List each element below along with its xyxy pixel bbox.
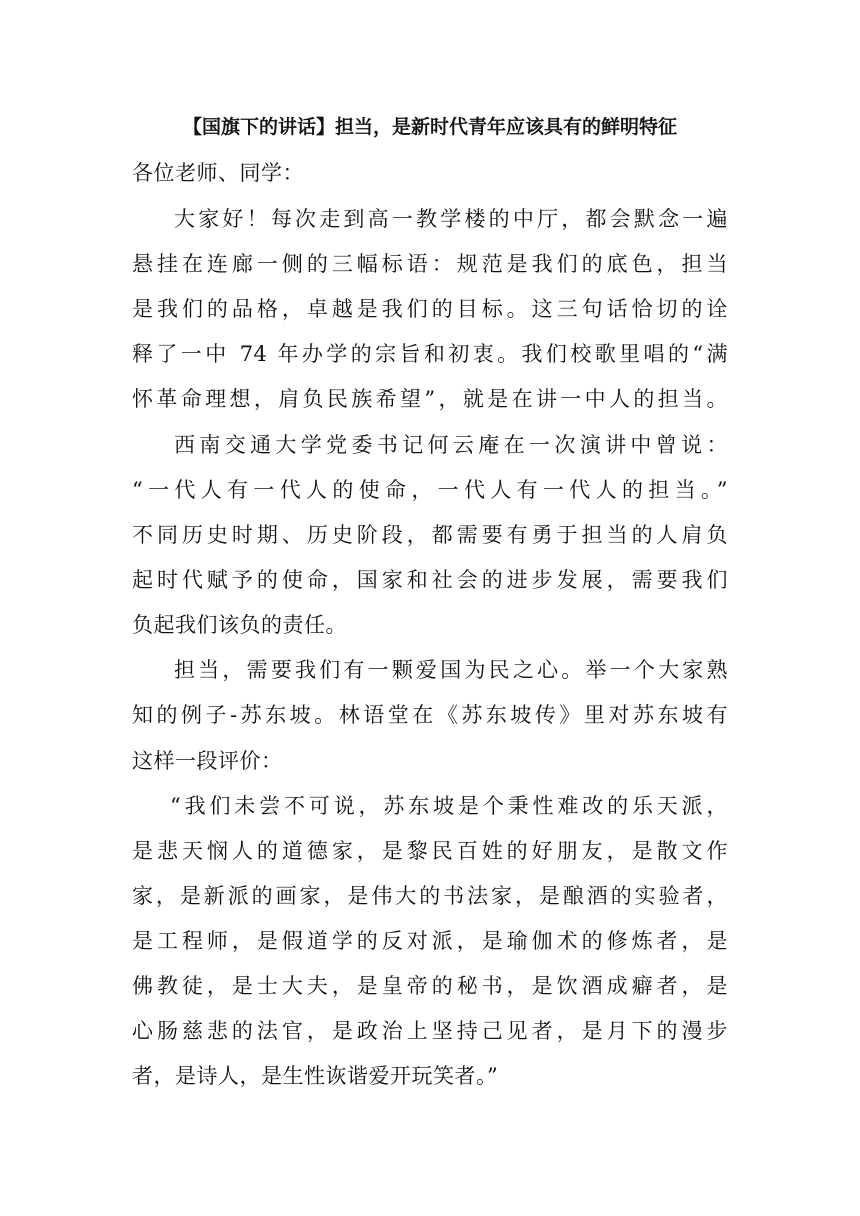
body-line: 知的例子-苏东坡。林语堂在《苏东坡传》里对苏东坡有 <box>132 703 728 727</box>
body-line: 怀革命理想，肩负民族希望”，就是在讲一中人的担当。 <box>132 387 728 411</box>
quote-line: 家，是新派的画家，是伟大的书法家，是酿酒的实验者， <box>132 884 728 908</box>
quote-line: “我们未尝不可说，苏东坡是个秉性难改的乐天派， <box>170 794 728 818</box>
body-line: 负起我们该负的责任。 <box>132 613 347 637</box>
quote-line: 是工程师，是假道学的反对派，是瑜伽术的修炼者，是 <box>132 929 728 953</box>
body-line: 不同历史时期、历史阶段，都需要有勇于担当的人肩负 <box>132 523 728 547</box>
body-line: “一代人有一代人的使命，一代人有一代人的担当。” <box>132 478 728 502</box>
body-line: 是我们的品格，卓越是我们的目标。这三句话恰切的诠 <box>132 297 728 321</box>
body-line: 释了一中 74 年办学的宗旨和初衷。我们校歌里唱的“满 <box>132 342 728 366</box>
document-title: 【国旗下的讲话】担当，是新时代青年应该具有的鲜明特征 <box>182 116 677 138</box>
body-line: 悬挂在连廊一侧的三幅标语：规范是我们的底色，担当 <box>132 252 728 276</box>
quote-line: 心肠慈悲的法官，是政治上坚持己见者，是月下的漫步 <box>132 1019 728 1043</box>
salutation-line: 各位老师、同学： <box>132 161 304 185</box>
quote-line: 者，是诗人，是生性诙谐爱开玩笑者。” <box>132 1064 499 1088</box>
body-line: 起时代赋予的使命，国家和社会的进步发展，需要我们 <box>132 568 728 592</box>
body-line: 担当，需要我们有一颗爱国为民之心。举一个大家熟 <box>174 658 728 682</box>
body-line: 大家好！每次走到高一教学楼的中厅，都会默念一遍 <box>174 207 728 231</box>
quote-line: 佛教徒，是士大夫，是皇帝的秘书，是饮酒成癖者，是 <box>132 974 728 998</box>
body-line: 西南交通大学党委书记何云庵在一次演讲中曾说： <box>174 433 728 457</box>
body-line: 这样一段评价： <box>132 749 283 773</box>
quote-line: 是悲天悯人的道德家，是黎民百姓的好朋友，是散文作 <box>132 839 728 863</box>
